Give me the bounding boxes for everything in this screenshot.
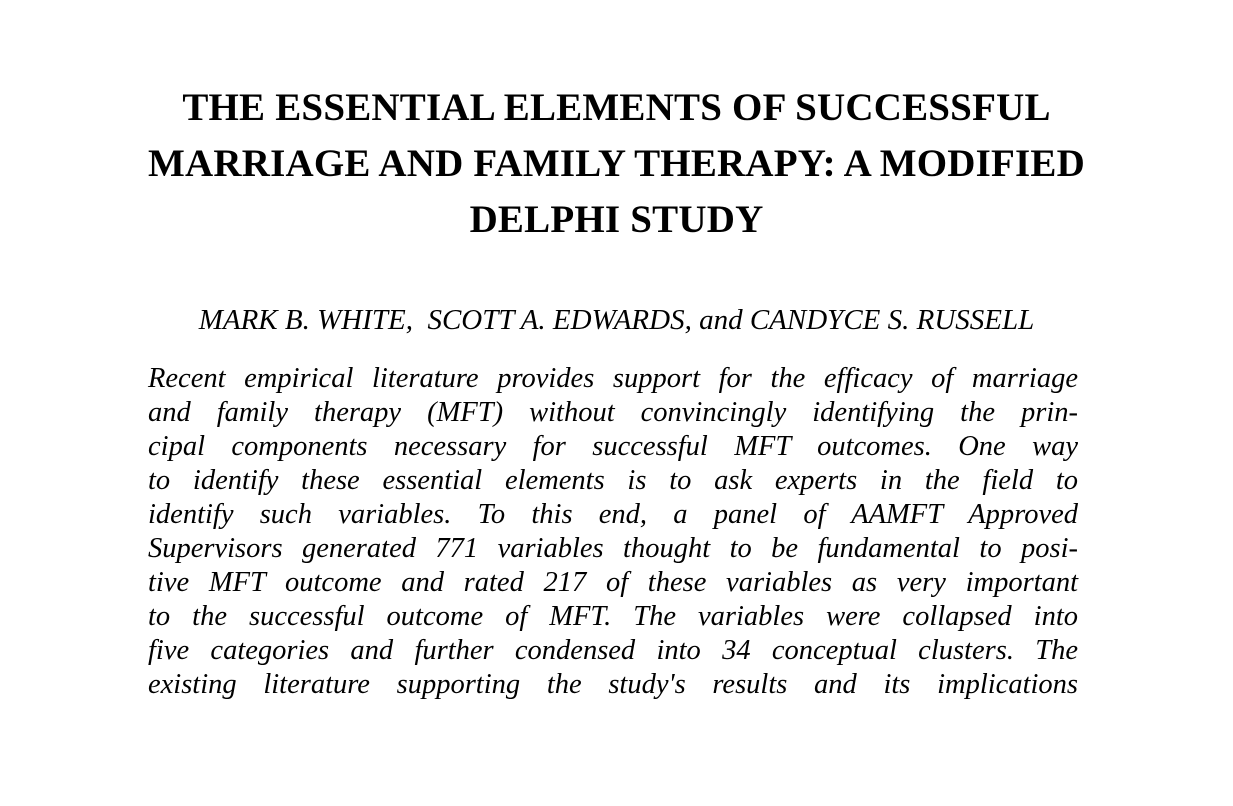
abstract-line: to identify these essential elements is to ask experts in the field to xyxy=(148,465,1078,496)
abstract-line: to the successful outcome of MFT. The variables were collapsed into xyxy=(148,601,1078,632)
abstract xyxy=(148,362,1078,702)
abstract-line: tive MFT outcome and rated 217 of these variables as very important xyxy=(148,567,1078,598)
title-line: DELPHI STUDY xyxy=(469,198,764,241)
author-name: MARK B. WHITE, xyxy=(198,304,413,336)
author-name: SCOTT A. EDWARDS, xyxy=(427,304,692,336)
abstract-line: existing literature supporting the study's results and its implications xyxy=(148,669,1078,700)
author-conjunction: and xyxy=(699,304,743,336)
paper-title xyxy=(60,80,1173,248)
abstract-line: five categories and further condensed into 34 conceptual clusters. The xyxy=(148,635,1078,666)
abstract-line: Recent empirical literature provides support for the efficacy of marriage xyxy=(148,363,1078,394)
title-line: THE ESSENTIAL ELEMENTS OF SUCCESSFUL xyxy=(182,86,1051,129)
abstract-line: cipal components necessary for successful MFT outcomes. One way xyxy=(148,431,1078,462)
author-name: CANDYCE S. RUSSELL xyxy=(749,304,1035,336)
title-line: MARRIAGE AND FAMILY THERAPY: A MODIFIED xyxy=(147,142,1086,185)
abstract-line: and family therapy (MFT) without convincingly identifying the prin- xyxy=(148,397,1078,428)
author-list xyxy=(40,300,1193,340)
abstract-line: identify such variables. To this end, a panel of AAMFT Approved xyxy=(148,499,1078,530)
abstract-line: Supervisors generated 771 variables thought to be fundamental to posi- xyxy=(148,533,1078,564)
